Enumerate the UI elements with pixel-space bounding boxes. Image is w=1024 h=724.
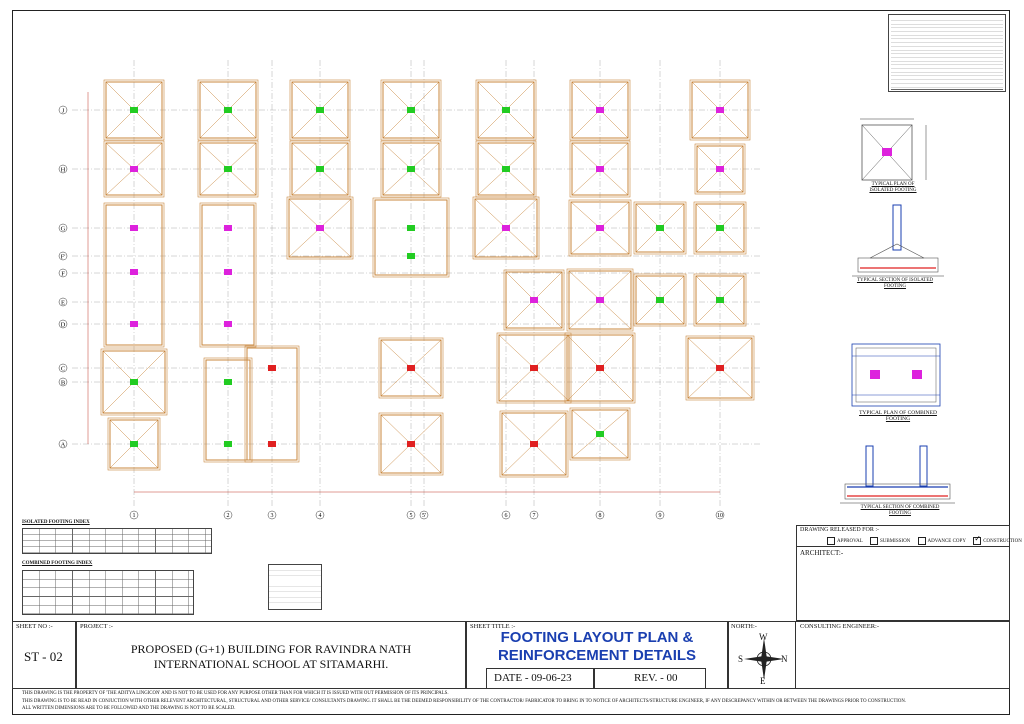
column: [130, 166, 138, 172]
grid-col-label: 5': [421, 513, 427, 519]
grid-col-label: 7: [532, 513, 536, 519]
column: [224, 107, 232, 113]
column: [130, 441, 138, 447]
column: [224, 225, 232, 231]
column: [530, 297, 538, 303]
combined-footing: [224, 225, 232, 231]
column: [268, 441, 276, 447]
grid-col-label: 8: [598, 513, 602, 519]
grid-row-label: A: [60, 441, 66, 449]
sheet-title-label: SHEET TITLE :-: [470, 623, 516, 630]
combined-footing: [104, 203, 164, 347]
combined-section-detail: [840, 446, 955, 503]
column: [530, 365, 538, 371]
project-line-1: PROPOSED (G+1) BUILDING FOR RAVINDRA NATH: [130, 642, 412, 656]
column: [130, 107, 138, 113]
grid-row-label: B: [60, 379, 66, 387]
column: [716, 365, 724, 371]
combined-footing: [130, 225, 138, 231]
column: [407, 166, 415, 172]
compass-n: N: [781, 654, 788, 664]
column: [502, 166, 510, 172]
column: [407, 441, 415, 447]
grid-col-label: 4: [318, 513, 322, 519]
released-label: DRAWING RELEASED FOR :-: [800, 527, 880, 533]
grid-row-label: F': [60, 253, 66, 261]
grid-row-label: H: [60, 166, 66, 174]
combined-plan-detail: [852, 344, 940, 406]
grid-row-label: F: [61, 270, 65, 278]
sheet-title-line-2: REINFORCEMENT DETAILS: [497, 647, 697, 664]
combined-footing: [200, 203, 256, 347]
column: [596, 297, 604, 303]
column: [596, 365, 604, 371]
column: [407, 365, 415, 371]
column: [596, 431, 604, 437]
column: [716, 297, 724, 303]
column: [716, 107, 724, 113]
isolated-section-title: TYPICAL SECTION OF ISOLATED FOOTING: [856, 278, 934, 289]
grid-labels: [59, 106, 724, 519]
grid-col-label: 5: [409, 513, 413, 519]
grid-col-label: 1: [132, 513, 136, 519]
column: [656, 297, 664, 303]
compass-e: E: [760, 676, 766, 686]
construction-label: CONSTRUCTION: [983, 539, 1022, 545]
compass-w: W: [759, 632, 768, 642]
column: [502, 107, 510, 113]
column: [656, 225, 664, 231]
approval-label: APPROVAL: [837, 539, 863, 545]
footings: [101, 80, 754, 477]
grid-row-label: D: [60, 321, 66, 329]
north-label: NORTH:-: [731, 623, 757, 630]
column: [130, 269, 138, 275]
approval-checkbox[interactable]: [827, 537, 835, 545]
combined-section-title: TYPICAL SECTION OF COMBINED FOOTING: [860, 505, 940, 516]
grid-lines: [72, 60, 760, 508]
architect-label: ARCHITECT:-: [800, 549, 844, 557]
grid-row-label: C: [60, 365, 66, 373]
column: [224, 441, 232, 447]
date-value: DATE - 09-06-23: [494, 672, 572, 684]
column: [407, 107, 415, 113]
column: [716, 225, 724, 231]
project-label: PROJECT :-: [80, 623, 113, 630]
column: [130, 379, 138, 385]
column: [502, 225, 510, 231]
sheet-no-value: ST - 02: [24, 649, 63, 664]
isolated-section-detail: [852, 205, 944, 276]
advance-copy-checkbox[interactable]: [918, 537, 926, 545]
compass-s: S: [738, 654, 744, 664]
release-options: [827, 534, 1022, 545]
general-notes: [888, 14, 1006, 92]
column: [316, 225, 324, 231]
submission-label: SUBMISSION: [880, 539, 911, 545]
isolated-plan-detail: [860, 119, 926, 180]
project-line-2: INTERNATIONAL SCHOOL AT SITAMARHI.: [153, 657, 389, 671]
column: [596, 225, 604, 231]
combined-plan-title: TYPICAL PLAN OF COMBINED FOOTING: [859, 410, 937, 422]
isolated-index-table: [22, 528, 212, 554]
grid-row-label: J: [61, 107, 65, 115]
column: [268, 365, 276, 371]
consulting-engineer-label: CONSULTING ENGINEER:-: [800, 623, 880, 630]
grid-row-label: G: [60, 225, 66, 233]
column: [224, 379, 232, 385]
sheet-no-label: SHEET NO :-: [16, 623, 53, 630]
column: [530, 441, 538, 447]
column: [596, 107, 604, 113]
grid-col-label: 9: [658, 513, 662, 519]
grid-col-label: 10: [717, 513, 723, 519]
sheet-title-line-1: FOOTING LAYOUT PLAN &: [500, 629, 694, 646]
footer-note: ALL WRITTEN DIMENSIONS ARE TO BE FOLLOWED AND THE DRAWING IS NOT TO BE SCALED.: [22, 706, 236, 711]
column: [596, 166, 604, 172]
divider: [796, 546, 1010, 547]
column: [130, 321, 138, 327]
isolated-index-title: ISOLATED FOOTING INDEX: [22, 520, 90, 525]
rev-value: REV. - 00: [634, 672, 678, 684]
advance-copy-label: ADVANCE COPY: [927, 539, 966, 545]
rebar-legend: [268, 564, 322, 610]
column: [130, 225, 138, 231]
footer-note: THIS DRAWING IS TO BE READ IN CONJUCTION WITH OTHER RELEVENT ARCHITECTURAL, STRUCTURAL AND OTHER SERVICE/ CONSULTANTS DRAWING. IT SHALL BE THE DEEMED RESPONSIBILITY OF THE CONTRACTOR/ FABRICATOR TO BRING IN TO NOTICE OF ARCHITECTS/STRUCTURE ENGINEER, IF ANY DESCREPANCY WITHIN OR BETWEEN THE DRAWINGS PRIOR TO CONSTRUCTION.: [22, 698, 907, 704]
column: [224, 166, 232, 172]
footer-note: THIS DRAWING IS THE PROPERTY OF 'THE ADITYA LINGICON' AND IS NOT TO BE USED FOR ANY PURPOSE OTHER THAN FOR WHICH IT IS ISSUED WITH OUT PERMISSION OF ITS PRINCIPALS.: [22, 691, 449, 696]
grid-col-label: 6: [504, 513, 508, 519]
column: [716, 166, 724, 172]
combined-index-title: COMBINED FOOTING INDEX: [22, 561, 93, 566]
column: [224, 269, 232, 275]
footer-notes: [22, 690, 1002, 713]
column: [316, 166, 324, 172]
column: [407, 253, 415, 259]
grid-col-label: 2: [226, 513, 230, 519]
column: [224, 321, 232, 327]
grid-col-label: 3: [270, 513, 274, 519]
isolated-plan-title: TYPICAL PLAN OF ISOLATED FOOTING: [869, 182, 917, 193]
check-icon: ✓: [974, 534, 981, 543]
submission-checkbox[interactable]: [870, 537, 878, 545]
combined-index-table: [22, 570, 194, 615]
column: [407, 225, 415, 231]
column: [316, 107, 324, 113]
construction-checkbox[interactable]: [973, 534, 981, 545]
grid-row-label: E: [61, 299, 65, 307]
